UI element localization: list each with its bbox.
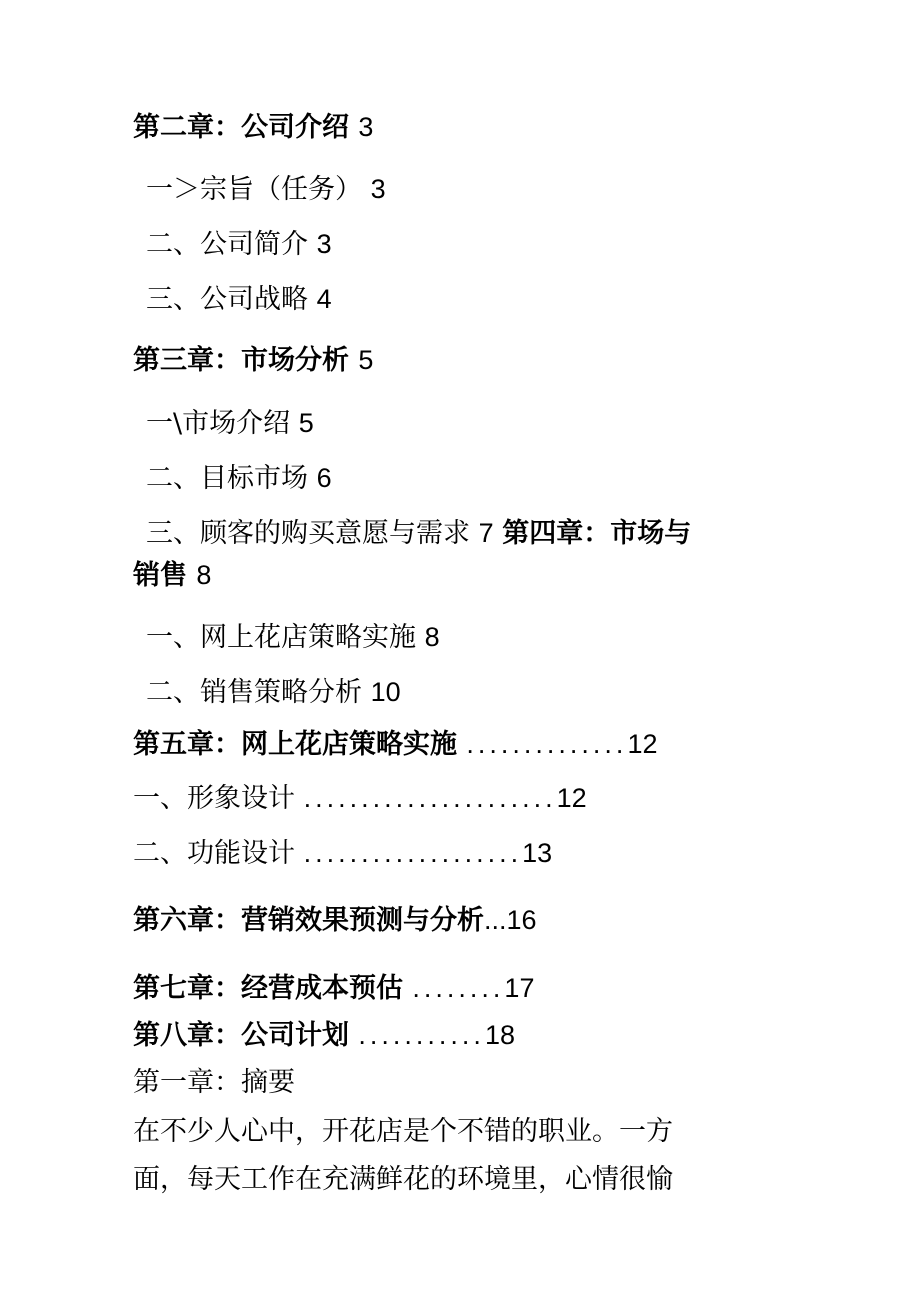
toc-page-number: 8: [196, 560, 212, 590]
body-paragraph-line-2: 面，每天工作在充满鲜花的环境里，心情很愉: [133, 1164, 673, 1195]
toc-title-chapter-4-part2: 销售: [133, 560, 187, 591]
toc-title: 二、目标市场: [146, 463, 308, 494]
toc-title: 第三章：市场分析: [133, 345, 349, 376]
toc-page-number: 12: [556, 783, 587, 813]
toc-title: 二、销售策略分析: [146, 677, 362, 708]
toc-entry-5-2[interactable]: [133, 836, 552, 871]
toc-page-number: 5: [298, 408, 314, 438]
toc-page-number: 18: [484, 1020, 515, 1050]
toc-entry-3-2[interactable]: [146, 461, 332, 496]
toc-entry-chapter-7[interactable]: [133, 971, 534, 1006]
toc-title: 一\市场介绍: [146, 408, 291, 439]
toc-entry-chapter-2[interactable]: [133, 110, 373, 145]
toc-entry-3-1[interactable]: [146, 406, 314, 441]
toc-page-number: 8: [424, 622, 440, 652]
toc-entry-chapter-6[interactable]: [133, 903, 537, 938]
toc-page-number: 4: [316, 284, 332, 314]
toc-entry-chapter-5[interactable]: [133, 727, 657, 762]
toc-title-chapter-4-part1: 第四章：市场与: [502, 518, 692, 549]
toc-entry-chapter-3[interactable]: [133, 343, 373, 378]
toc-page-number: 12: [627, 729, 658, 759]
toc-entry-5-1[interactable]: [133, 781, 587, 816]
toc-title: 三、顾客的购买意愿与需求: [146, 518, 470, 549]
toc-page-number: 3: [370, 174, 386, 204]
toc-title: 第七章：经营成本预估: [133, 973, 403, 1004]
toc-entry-chapter-8[interactable]: [133, 1018, 515, 1053]
toc-leader-dots: ...........: [358, 1020, 485, 1050]
toc-entry-2-3[interactable]: [146, 282, 332, 317]
toc-leader-dots: ........: [412, 973, 505, 1003]
toc-title: 第六章：营销效果预测与分析: [133, 905, 484, 936]
toc-leader-dots: ......................: [303, 783, 557, 813]
toc-entry-2-2[interactable]: [146, 227, 332, 262]
body-paragraph-line-1: 在不少人心中，开花店是个不错的职业。一方: [133, 1116, 673, 1147]
chapter-1-heading: 第一章：摘要: [133, 1067, 295, 1098]
toc-title: 二、公司简介: [146, 229, 308, 260]
toc-title: 二、功能设计: [133, 838, 295, 869]
toc-title: 第二章：公司介绍: [133, 112, 349, 143]
toc-title: 第八章：公司计划: [133, 1020, 349, 1051]
toc-leader-dots: ...: [484, 905, 507, 935]
toc-page-number: 17: [504, 973, 535, 1003]
toc-title: 一、网上花店策略实施: [146, 622, 416, 653]
toc-entry-4-1[interactable]: [146, 620, 440, 655]
toc-page-number: 5: [358, 345, 374, 375]
toc-page-number: 6: [316, 463, 332, 493]
toc-entry-4-2[interactable]: [146, 675, 401, 710]
toc-title: 第五章：网上花店策略实施: [133, 729, 457, 760]
toc-page-number: 16: [506, 905, 537, 935]
toc-title: 三、公司战略: [146, 284, 308, 315]
toc-leader-dots: ..............: [466, 729, 628, 759]
toc-page-number: 10: [370, 677, 401, 707]
toc-entry-2-1[interactable]: [146, 172, 386, 207]
toc-page-number: 13: [522, 838, 553, 868]
toc-leader-dots: ...................: [303, 838, 523, 868]
toc-page-number: 7: [478, 518, 494, 548]
toc-page-number: 3: [358, 112, 374, 142]
toc-page-number: 3: [316, 229, 332, 259]
toc-entry-3-3[interactable]: [146, 516, 691, 551]
toc-title: 一、形象设计: [133, 783, 295, 814]
toc-title: 一＞宗旨（任务）: [146, 174, 362, 205]
toc-entry-chapter-4[interactable]: [133, 558, 211, 593]
